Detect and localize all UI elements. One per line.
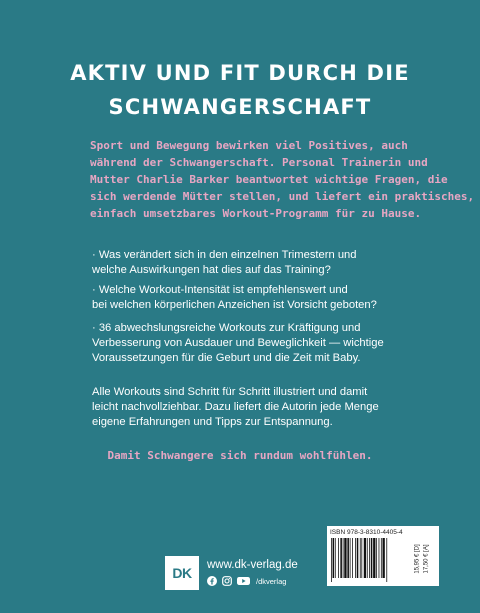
barcode-bar bbox=[357, 538, 359, 578]
price-at: 17,50 € [A] bbox=[423, 544, 430, 574]
isbn-number: ISBN 978-3-8310-4405-4 bbox=[330, 529, 403, 536]
outro-line: eigene Erfahrungen und Tipps zur Entspannung. bbox=[92, 416, 333, 428]
dk-logo-text: DK bbox=[172, 565, 192, 581]
bullet-line: welche Auswirkungen hat dies auf das Training? bbox=[92, 264, 331, 276]
barcode-bar bbox=[373, 538, 375, 578]
barcode-bar bbox=[333, 538, 335, 578]
barcode-bar bbox=[379, 538, 380, 578]
bullet-line: · Was verändert sich in den einzelnen Trimestern und bbox=[92, 249, 357, 261]
barcode-bar bbox=[367, 538, 368, 578]
social-links bbox=[207, 576, 286, 586]
bullet-line: · Welche Workout-Intensität ist empfehlenswert und bbox=[92, 284, 348, 296]
barcode-bar bbox=[338, 538, 339, 578]
bullet-item-intensity bbox=[92, 283, 392, 313]
bullet-line: · 36 abwechslungsreiche Workouts zur Kräftigung und bbox=[92, 322, 361, 334]
bullet-line: bei welchen körperlichen Anzeichen ist Vorsicht geboten? bbox=[92, 299, 377, 311]
intro-line: sich werdende Mütter stellen, und liefert ein praktisches, bbox=[90, 190, 475, 203]
dk-logo bbox=[165, 556, 199, 590]
barcode-bar bbox=[381, 538, 382, 578]
barcode-bars bbox=[331, 538, 411, 582]
barcode-bar bbox=[376, 538, 377, 578]
price-column bbox=[411, 526, 439, 586]
barcode-block bbox=[327, 526, 439, 586]
headline-line-2: SCHWANGERSCHAFT bbox=[108, 95, 372, 119]
intro-line: Mutter Charlie Barker beantwortet wichtige Fragen, die bbox=[90, 173, 448, 186]
headline-line-1: AKTIV UND FIT DURCH DIE bbox=[70, 61, 410, 85]
barcode-bar bbox=[360, 538, 361, 578]
intro-line: einfach umsetzbares Workout-Programm für zu Hause. bbox=[90, 207, 422, 220]
outro-line: leicht nachvollziehbar. Dazu liefert die Autorin jede Menge bbox=[92, 401, 379, 413]
facebook-icon[interactable] bbox=[207, 576, 217, 586]
barcode-bar bbox=[361, 538, 362, 578]
youtube-icon[interactable] bbox=[237, 576, 250, 586]
intro-line: während der Schwangerschaft. Personal Trainerin und bbox=[90, 156, 428, 169]
publisher-website[interactable]: www.dk-verlag.de bbox=[207, 559, 298, 571]
barcode-bar bbox=[369, 538, 370, 578]
barcode-bar bbox=[364, 538, 366, 578]
barcode-bar bbox=[382, 538, 384, 578]
price-de: 15,95 € [D] bbox=[414, 544, 421, 574]
social-handle: /dkverlag bbox=[256, 576, 287, 586]
outro-line: Alle Workouts sind Schritt für Schritt illustriert und damit bbox=[92, 386, 368, 398]
barcode-bar bbox=[343, 538, 344, 578]
instagram-icon[interactable] bbox=[222, 576, 232, 586]
barcode-bar bbox=[355, 538, 356, 578]
intro-line: Sport und Bewegung bewirken viel Positives, auch bbox=[90, 139, 408, 152]
barcode-bar bbox=[386, 538, 387, 582]
barcode-bar bbox=[371, 538, 373, 578]
barcode-bar bbox=[331, 538, 332, 582]
outro-paragraph bbox=[92, 385, 392, 430]
bullet-line: Voraussetzungen für die Geburt und die Zeit mit Baby. bbox=[92, 352, 361, 364]
closing-tagline: Damit Schwangere sich rundum wohlfühlen. bbox=[107, 449, 373, 462]
bullet-item-workouts bbox=[92, 321, 392, 366]
bullet-item-trimester bbox=[92, 248, 392, 278]
bullet-line: Verbesserung von Ausdauer und Beweglichkeit — wichtige bbox=[92, 337, 384, 349]
barcode-bar bbox=[340, 538, 342, 578]
headline bbox=[0, 56, 480, 124]
barcode-bar bbox=[335, 538, 336, 578]
barcode-bar bbox=[347, 538, 349, 578]
barcode-bar bbox=[344, 538, 346, 578]
barcode-bar bbox=[350, 538, 351, 578]
barcode-bar bbox=[352, 538, 353, 578]
intro-paragraph bbox=[90, 137, 475, 222]
